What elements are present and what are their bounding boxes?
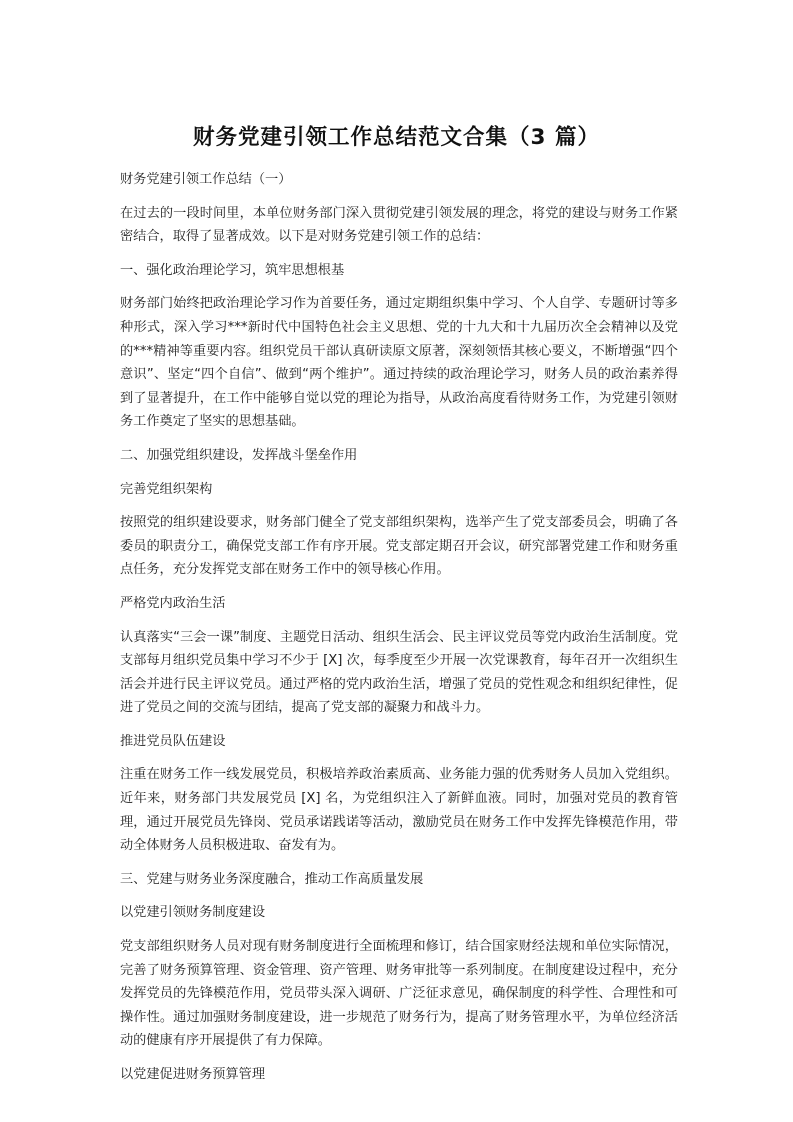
subheading-2b: 严格党内政治生活: [120, 595, 226, 611]
heading-2: 二、加强党组织建设，发挥战斗堡垒作用: [120, 447, 358, 463]
subheading-3a: 以党建引领财务制度建设: [120, 905, 266, 921]
paragraph-1: 财务部门始终把政治理论学习作为首要任务，通过定期组织集中学习、个人自学、专题研讨等多种形式，深入学习***新时代中国特色社会主义思想、党的十九大和十九届历次全会精神以及党的***精神等重要内容。组织党员干部认真研读原文原著，深刻领悟其核心要义，不断增强“四个意识”、坚定“四个自信”、做到“两个维护”。通过持续的政治理论学习，财务人员的政治素养得到了显著提升，在工作中能够自觉以党的理论为指导，从政治高度看待财务工作，为党建引领财务工作奠定了坚实的思想基础。: [120, 296, 678, 430]
subheading-2c: 推进党员队伍建设: [120, 733, 226, 749]
section-title: 财务党建引领工作总结（一）: [120, 172, 292, 187]
subheading-2a: 完善党组织架构: [120, 481, 213, 497]
paragraph-3a: 党支部组织财务人员对现有财务制度进行全面梳理和修订，结合国家财经法规和单位实际情况，完善了财务预算管理、资金管理、资产管理、财务审批等一系列制度。在制度建设过程中，充分发挥党员的先锋模范作用，党员带头深入调研、广泛征求意见，确保制度的科学性、合理性和可操作性。通过加强财务制度建设，进一步规范了财务行为，提高了财务管理水平，为单位经济活动的健康有序开展提供了有力保障。: [120, 939, 678, 1049]
subheading-3b: 以党建促进财务预算管理: [120, 1067, 266, 1082]
document-body: [120, 168, 678, 1087]
heading-3: 三、党建与财务业务深度融合，推动工作高质量发展: [120, 871, 424, 887]
paragraph-2b: 认真落实“三会一课”制度、主题党日活动、组织生活会、民主评议党员等党内政治生活制度。党支部每月组织党员集中学习不少于 [X] 次，每季度至少开展一次党课教育，每年召开一次组织生活会并进行民主评议党员。通过严格的党内政治生活，增强了党员的党性观念和组织纪律性，促进了党员之间的交流与团结，提高了党支部的凝聚力和战斗力。: [120, 629, 678, 716]
paragraph-2a: 按照党的组织建设要求，财务部门健全了党支部组织架构，选举产生了党支部委员会，明确了各委员的职责分工，确保党支部工作有序开展。党支部定期召开会议，研究部署党建工作和财务重点任务，充分发挥党支部在财务工作中的领导核心作用。: [120, 515, 678, 578]
document-title: 财务党建引领工作总结范文合集（3 篇）: [193, 125, 600, 150]
intro-paragraph: 在过去的一段时间里，本单位财务部门深入贯彻党建引领发展的理念，将党的建设与财务工作紧密结合，取得了显著成效。以下是对财务党建引领工作的总结：: [120, 205, 678, 245]
paragraph-2c: 注重在财务工作一线发展党员，积极培养政治素质高、业务能力强的优秀财务人员加入党组织。近年来，财务部门共发展党员 [X] 名，为党组织注入了新鲜血液。同时，加强对党员的教育管理，通过开展党员先锋岗、党员承诺践诺等活动，激励党员在财务工作中发挥先锋模范作用，带动全体财务人员积极进取、奋发有为。: [120, 767, 678, 854]
heading-1: 一、强化政治理论学习，筑牢思想根基: [120, 262, 345, 278]
